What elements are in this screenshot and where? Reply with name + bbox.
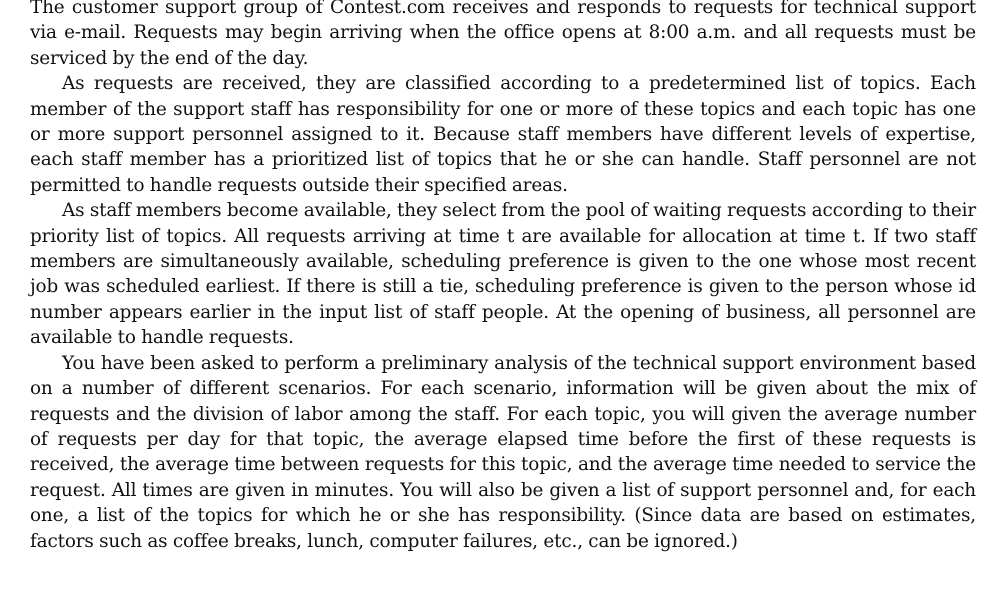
document-body bbox=[30, 0, 976, 554]
paragraph-topics: As requests are received, they are classified according to a predetermined list of topics. Each member of the support staff has responsibility for one or more of these topics and each topic has one or more support personnel assigned to it. Because staff members have different levels of expertise, each staff member has a prioritized list of topics that he or she can handle. Staff personnel are not permitted to handle requests outside their specified areas. bbox=[30, 73, 976, 196]
paragraph-intro: The customer support group of Contest.com receives and responds to requests for technical support via e-mail. Requests may begin arriving when the office opens at 8:00 a.m. and all requests must be serviced by the end of the day. bbox=[30, 0, 976, 69]
paragraph-analysis: You have been asked to perform a preliminary analysis of the technical support environment based on a number of different scenarios. For each scenario, information will be given about the mix of requests and the division of labor among the staff. For each topic, you will given the average number of requests per day for that topic, the average elapsed time before the first of these requests is received, the average time between requests for this topic, and the average time needed to service the request. All times are given in minutes. You will also be given a list of support personnel and, for each one, a list of the topics for which he or she has responsibility. (Since data are based on estimates, factors such as coffee breaks, lunch, computer failures, etc., can be ignored.) bbox=[30, 352, 976, 552]
paragraph-allocation: As staff members become available, they select from the pool of waiting requests according to their priority list of topics. All requests arriving at time t are available for allocation at time t. If two staff members are simultaneously available, scheduling preference is given to the one whose most recent job was scheduled earliest. If there is still a tie, scheduling preference is given to the person whose id number appears earlier in the input list of staff people. At the opening of business, all personnel are available to handle requests. bbox=[30, 200, 976, 349]
